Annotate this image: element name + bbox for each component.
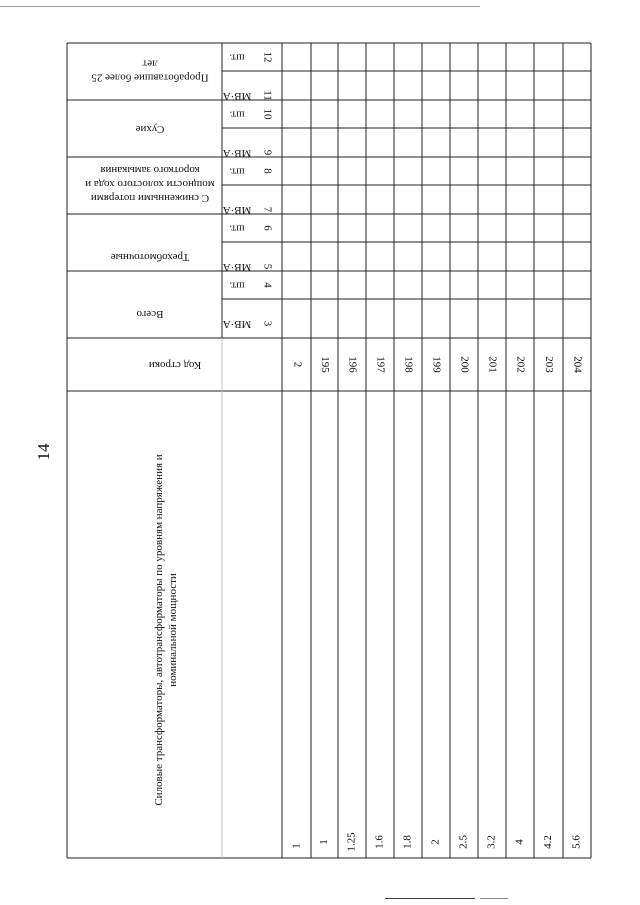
unit-label-3: МВ·А xyxy=(222,317,252,330)
row-code-201: 201 xyxy=(486,356,499,373)
row-code-200: 200 xyxy=(458,356,471,373)
column-number-5: 5 xyxy=(261,263,274,270)
row-label-195: 1 xyxy=(318,839,331,845)
unit-label-4: шт. xyxy=(229,279,245,292)
unit-label-12: шт. xyxy=(229,51,245,64)
row-code-203: 203 xyxy=(542,356,555,373)
row-label-199: 2 xyxy=(429,839,442,845)
unit-label-6: шт. xyxy=(229,222,245,235)
row-code-197: 197 xyxy=(374,356,387,373)
column-number-12: 12 xyxy=(261,51,274,63)
row-label-198: 1.8 xyxy=(401,835,414,849)
row-header: Силовые трансформаторы, автотрансформаторы по уровням напряжения и номинальной мощности xyxy=(152,454,179,806)
unit-label-8: шт. xyxy=(229,165,245,178)
column-number-11: 11 xyxy=(261,90,274,101)
row-label-204: 5.6 xyxy=(570,835,583,849)
column-number-10: 10 xyxy=(261,108,274,120)
page-number: 14 xyxy=(34,443,53,461)
code-header: Код строки xyxy=(148,358,202,371)
row-label-197: 1.6 xyxy=(373,835,386,849)
footer-mark xyxy=(385,898,475,899)
row-code-202: 202 xyxy=(514,356,527,373)
footer-mark-2 xyxy=(480,898,508,899)
column-number-3: 3 xyxy=(261,320,274,327)
group-title-3: С сниженными потерямимощности холостого хода икороткого замыкания xyxy=(85,164,215,205)
group-title-2: Трехобмоточные xyxy=(110,250,190,263)
unit-label-9: МВ·А xyxy=(222,146,252,159)
column-number-7: 7 xyxy=(261,206,274,213)
row-label-203: 4.2 xyxy=(542,835,555,849)
row-label-201: 3.2 xyxy=(485,835,498,849)
column-number-2: 2 xyxy=(291,361,304,368)
unit-label-11: МВ·А xyxy=(222,89,252,102)
row-label-200: 2.5 xyxy=(457,835,470,849)
row-code-195: 195 xyxy=(318,356,331,373)
unit-label-10: шт. xyxy=(229,108,245,121)
group-title-5: Проработавшие более 25лет xyxy=(91,57,209,84)
row-code-196: 196 xyxy=(346,356,359,373)
row-code-198: 198 xyxy=(402,356,415,373)
row-label-196: 1.25 xyxy=(345,832,358,852)
row-code-199: 199 xyxy=(430,356,443,373)
row-label-202: 4 xyxy=(513,839,526,845)
unit-label-7: МВ·А xyxy=(222,203,252,216)
column-number-6: 6 xyxy=(261,225,274,231)
column-number-4: 4 xyxy=(261,282,274,288)
group-title-1: Всего xyxy=(136,307,164,320)
column-number-1: 1 xyxy=(290,843,303,849)
group-title-4: Сухие xyxy=(135,122,165,135)
column-number-8: 8 xyxy=(261,168,274,174)
column-number-9: 9 xyxy=(261,149,274,156)
unit-label-5: МВ·А xyxy=(222,260,252,273)
row-code-204: 204 xyxy=(571,356,584,373)
